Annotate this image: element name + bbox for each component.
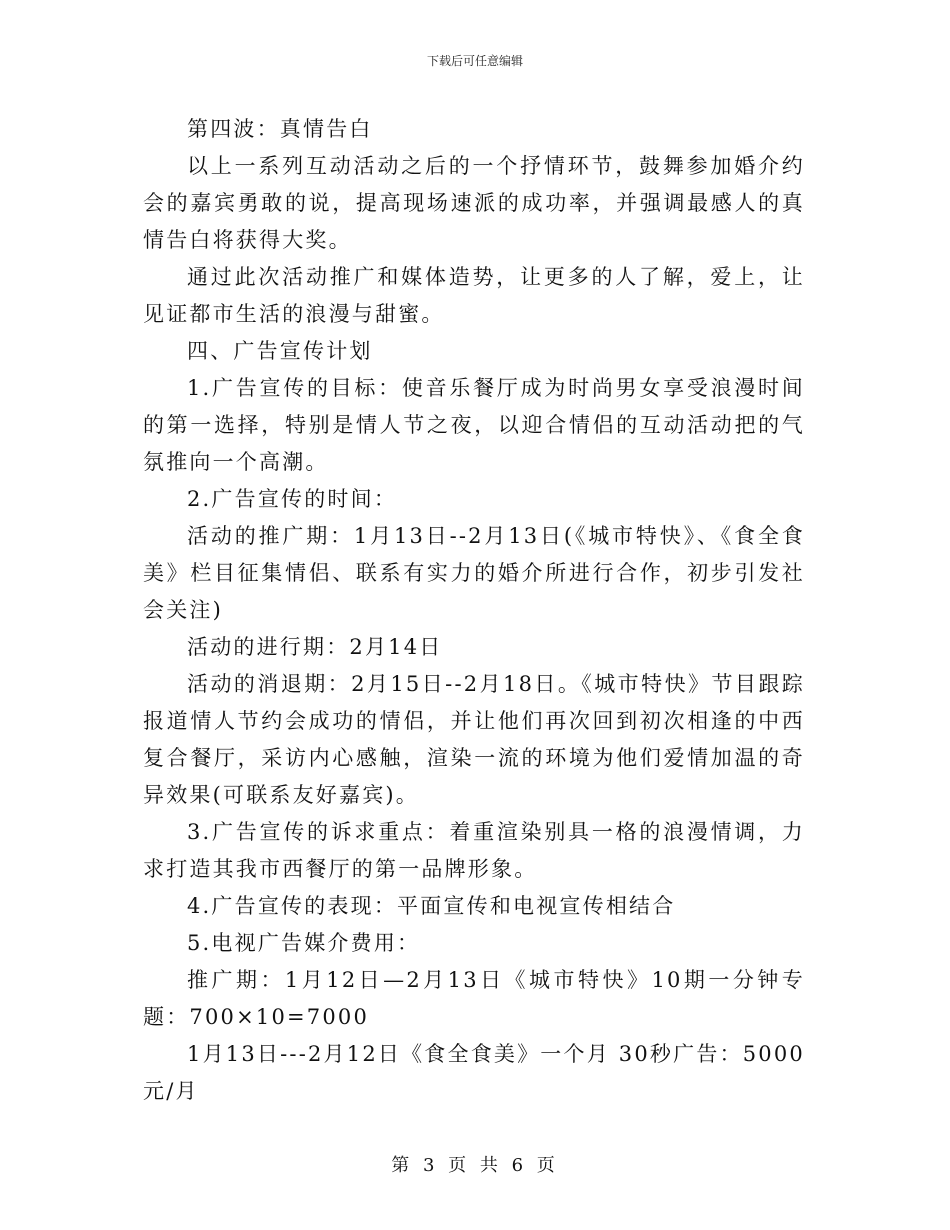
page-footer: 第 3 页 共 6 页 [391, 1155, 559, 1176]
paragraph-fourth-wave-title: 第四波：真情告白 [187, 117, 373, 141]
paragraph-tv-media-cost: 5.电视广告媒介费用： [187, 931, 421, 955]
paragraph-ad-time-heading: 2.广告宣传的时间： [187, 487, 398, 511]
section-heading-ad-plan: 四、广告宣传计划 [187, 339, 373, 363]
paragraph-ad-goal: 1.广告宣传的目标：使音乐餐厅成为时尚男女享受浪漫时间的第一选择，特别是情人节之夜，以迎合情侣的互动活动把的气氛推向一个高潮。 [143, 376, 805, 474]
document-body [143, 111, 805, 1110]
paragraph-promotion-cost: 推广期：1月12日—2月13日《城市特快》10期一分钟专题：700×10=7000 [143, 968, 805, 1029]
paragraph-promotion-period: 活动的推广期：1月13日--2月13日(《城市特快》、《食全食美》栏目征集情侣、联系有实力的婚介所进行合作，初步引发社会关注) [143, 524, 805, 622]
paragraph-event-period: 活动的进行期：2月14日 [187, 635, 443, 659]
paragraph-ad-expression: 4.广告宣传的表现：平面宣传和电视宣传相结合 [187, 894, 676, 918]
paragraph-media-promotion: 通过此次活动推广和媒体造势，让更多的人了解，爱上，让见证都市生活的浪漫与甜蜜。 [143, 265, 805, 326]
paragraph-monthly-ad-cost: 1月13日---2月12日《食全食美》一个月 30秒广告：5000元/月 [143, 1042, 805, 1103]
page-header: 下载后可任意编辑 [426, 54, 523, 68]
paragraph-fade-period: 活动的消退期：2月15日--2月18日。《城市特快》节目跟踪报道情人节约会成功的情侣，并让他们再次回到初次相逢的中西复合餐厅，采访内心感触，渲染一流的环境为他们爱情加温的奇异效果(可联系友好嘉宾)。 [143, 672, 805, 807]
paragraph-confession-description: 以上一系列互动活动之后的一个抒情环节，鼓舞参加婚介约会的嘉宾勇敢的说，提高现场速派的成功率，并强调最感人的真情告白将获得大奖。 [143, 154, 805, 252]
paragraph-ad-appeal: 3.广告宣传的诉求重点：着重渲染别具一格的浪漫情调，力求打造其我市西餐厅的第一品牌形象。 [143, 820, 805, 881]
